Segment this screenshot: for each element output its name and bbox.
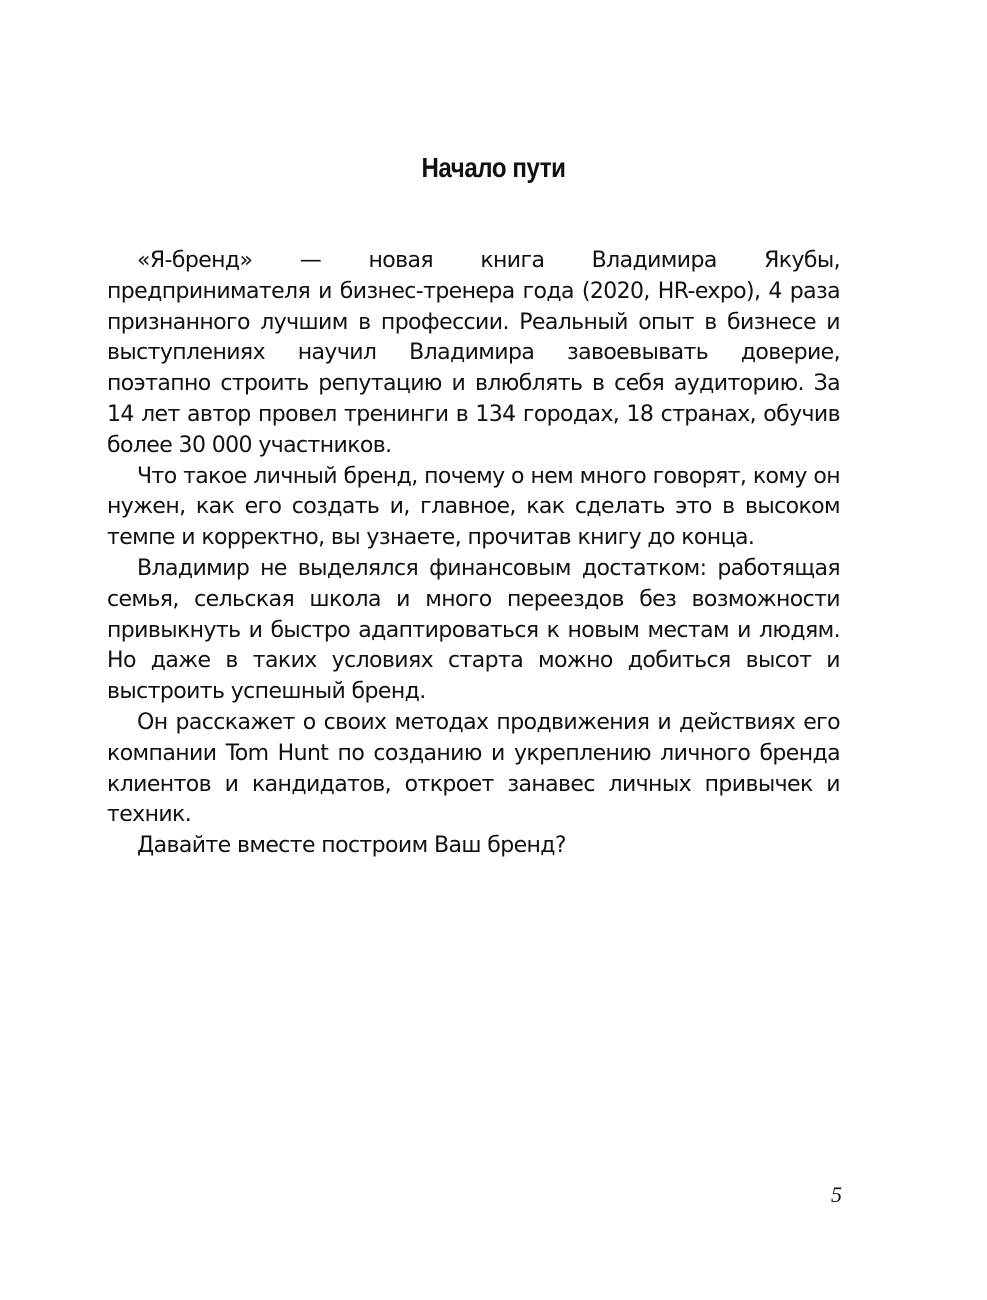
paragraph: Он расскажет о своих методах продвижения и действиях его компании Tom Hunt по созданию и укреплению личного бренда клиентов и кандидатов, откроет занавес личных привычек и техник. (107, 709, 840, 828)
paragraph: «Я-бренд» — новая книга Владимира Якубы, предпринимателя и бизнес-тренера года (2020, HR-expo), 4 раза признанного лучшим в профессии. Реальный опыт в бизнесе и выступлениях научил Владимира завоевывать доверие, поэтапно строить репутацию и влюблять в себя аудиторию. За 14 лет автор провел тренинги в 134 городах, 18 странах, обучив более 30 000 участников. (107, 248, 840, 458)
paragraph: Владимир не выделялся финансовым достатком: работящая семья, сельская школа и много переездов без возможности привыкнуть и быстро адаптироваться к новым местам и людям. Но даже в таких условиях старта можно добиться высот и выстроить успешный бренд. (107, 555, 840, 705)
paragraph: Что такое личный бренд, почему о нем много говорят, кому он нужен, как его создать и, главное, как сделать это в высоком темпе и корректно, вы узнаете, прочитав книгу до конца. (107, 463, 840, 551)
chapter-title: Начало пути (421, 152, 566, 183)
page-number: 5 (831, 1182, 842, 1207)
body-text (107, 246, 840, 862)
paragraph: Давайте вместе построим Ваш бренд? (137, 833, 566, 859)
